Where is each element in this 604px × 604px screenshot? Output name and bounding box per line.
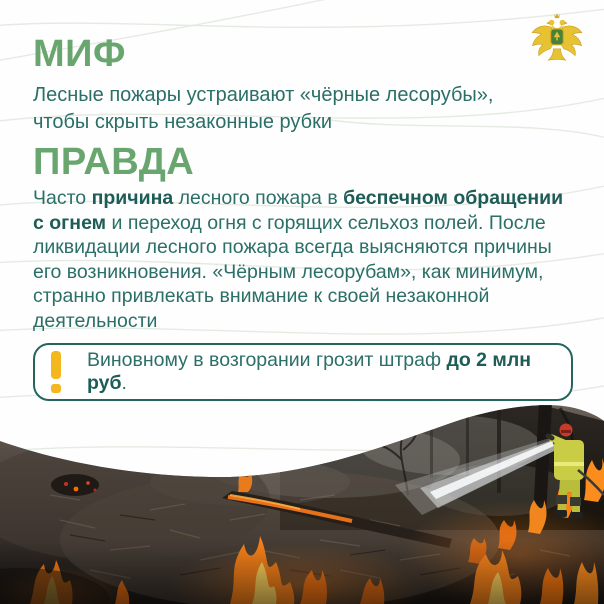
text-segment: с огнем: [33, 211, 107, 234]
text-segment: чтобы скрыть незаконные рубки: [33, 111, 333, 133]
text-segment: и переход огня с горящих сельхоз полей. После: [106, 211, 546, 234]
truth-text: [33, 186, 581, 333]
exclamation-dot: [51, 384, 61, 393]
text-segment: причина: [91, 187, 174, 209]
text-segment: .: [121, 372, 127, 394]
smoldering-embers: [51, 474, 99, 496]
fine-warning-callout: [33, 343, 573, 401]
text-segment: его возникновения. «Чёрным лесорубам», как минимум,: [33, 260, 544, 283]
exclamation-icon: [51, 351, 61, 393]
truth-title: ПРАВДА: [33, 141, 195, 183]
text-segment: лесного пожара в: [173, 187, 344, 209]
text-segment: ликвидации лесного пожара всегда выясняются причины: [33, 236, 552, 258]
myth-title: МИФ: [33, 33, 126, 75]
text-content: [33, 24, 581, 401]
forest-fire-photo: [0, 400, 604, 604]
text-segment: странно привлекать внимание к своей незаконной: [33, 285, 490, 307]
exclamation-bar: [51, 351, 61, 379]
myth-text: [33, 82, 581, 136]
text-segment: Лесные пожары устраивают «чёрные лесорубы»,: [33, 84, 494, 106]
text-segment: Виновному в возгорании грозит штраф: [87, 349, 447, 371]
text-segment: Часто: [33, 187, 92, 209]
text-segment: деятельности: [33, 309, 158, 332]
text-segment: до 2 млн руб: [87, 349, 532, 394]
text-segment: беспечном обращении: [343, 187, 564, 209]
fine-warning-text: [87, 349, 571, 395]
